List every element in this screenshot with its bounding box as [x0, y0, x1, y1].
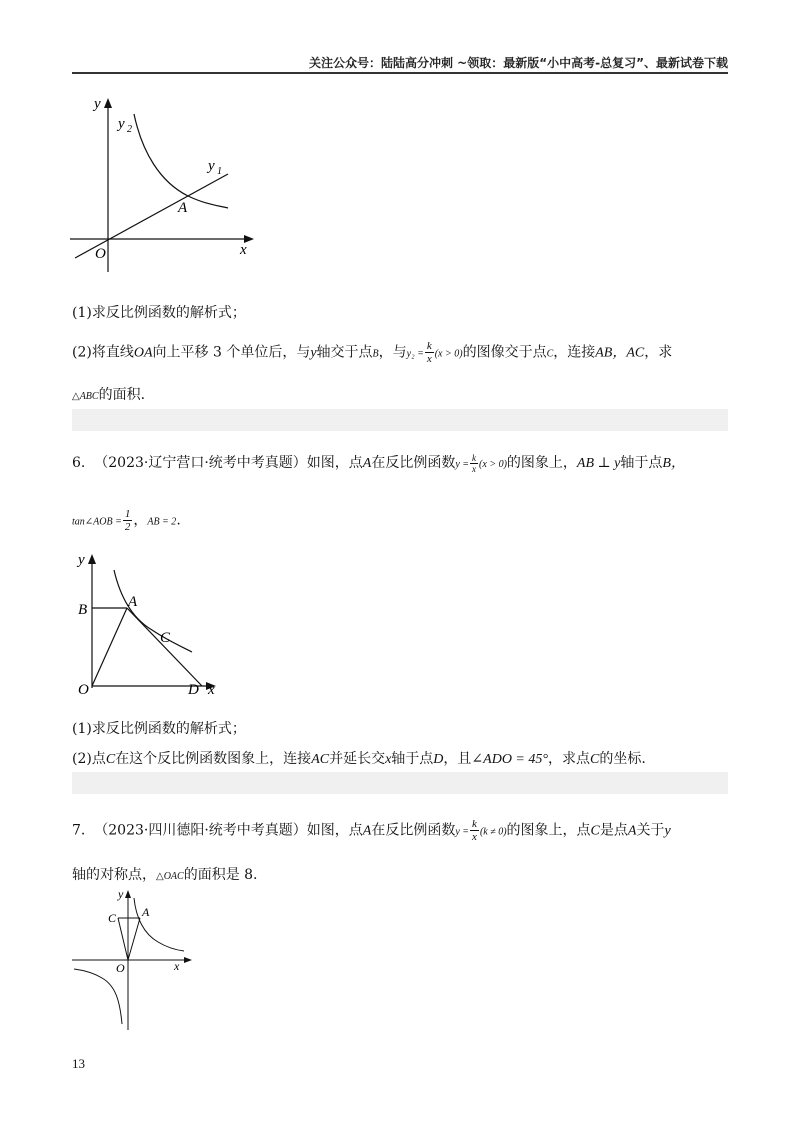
p7-func-den: x: [472, 831, 477, 843]
p7-line2-text-a: 轴的对称点，: [72, 867, 156, 883]
label-point-A: A: [178, 200, 188, 216]
p6-statement-line2: [72, 508, 181, 533]
label-x-axis: x: [240, 242, 247, 258]
label-origin: O: [95, 246, 106, 262]
label-y2-subscript: 2: [127, 124, 132, 135]
p5-q2-B: B: [372, 348, 379, 360]
p7-A: A: [362, 823, 372, 839]
p6-q2-x: x: [385, 752, 392, 767]
p7-triangle: △OAC: [156, 871, 184, 882]
figure-problem5: [70, 92, 260, 274]
p7-text-3: 是点: [599, 822, 628, 839]
answer-bar-p6: [72, 772, 728, 794]
p6-q2-D: D: [433, 752, 444, 767]
p7-A2: A: [627, 823, 637, 839]
p6-tan-lhs: tan∠AOB =: [72, 516, 122, 528]
curve-branch-third-quadrant: [74, 969, 122, 1024]
label-point-D: D: [188, 682, 199, 696]
p6-number: 6.: [72, 455, 86, 471]
figure-problem7: [72, 884, 202, 1032]
label-point-A: A: [128, 594, 138, 610]
p5-q2-triangle: △ABC: [72, 391, 99, 402]
p6-end: .: [176, 512, 181, 529]
label-point-A: A: [142, 905, 150, 919]
p6-ab: AB = 2: [147, 516, 177, 528]
segment-OC: [118, 918, 128, 960]
p5-q2-area-text: 的面积.: [98, 387, 146, 403]
p6-func-den: x: [472, 463, 477, 474]
p7-C: C: [590, 823, 600, 839]
p5-q2-text-a: (2)将直线: [72, 344, 134, 361]
label-point-C: C: [108, 911, 117, 925]
page-header: 关注公众号：陆陆高分冲刺 ~领取：最新版“小中高考-总复习”、最新试卷下载: [309, 56, 728, 70]
p6-q2-text-e: ，且: [443, 751, 472, 767]
p6-tan-sep: ，: [133, 512, 148, 529]
p6-perp: AB ⊥ y: [576, 456, 621, 471]
p6-statement-line1: [72, 452, 685, 474]
p5-q2-text-g: ，求: [644, 344, 673, 361]
p7-func-num: k: [472, 818, 477, 830]
p6-text-3: 轴于点: [620, 455, 663, 471]
p7-func-lhs: y =: [455, 826, 470, 838]
p5-q2-func-fraction: [425, 340, 434, 365]
p7-statement-line2: [72, 864, 258, 884]
p5-q2-text-b: 向上平移 3 个单位后，与: [152, 344, 311, 361]
p6-question-1: (1)求反比例函数的解析式；: [72, 721, 246, 737]
label-origin: O: [78, 682, 89, 696]
y-axis-arrow: [104, 98, 112, 108]
p6-q2-text-d: 轴于点: [391, 751, 434, 767]
label-y1: y: [208, 158, 215, 174]
p5-q2-AB-AC: AB，AC: [595, 345, 645, 361]
p5-q2-y: y: [310, 345, 317, 361]
p5-q2-func-num: k: [426, 340, 432, 352]
label-y2: y: [118, 116, 125, 132]
p5-q2-text-f: ，连接: [553, 344, 596, 361]
segment-OA: [128, 918, 140, 960]
p7-statement-line1: [72, 818, 671, 843]
p6-func-cond: (x > 0): [479, 459, 507, 470]
p5-q2-text-c: 轴交于点: [316, 344, 373, 361]
p6-q2-text-f: ，求点: [547, 751, 590, 767]
p6-A: A: [362, 456, 372, 471]
p6-q2-C2: C: [589, 752, 600, 767]
p5-q2-text-e: 的图像交于点: [462, 344, 547, 361]
p7-text-4: 关于: [636, 822, 665, 839]
p5-q2-func-lhs: y₂ =: [406, 348, 424, 360]
figure-problem6: [72, 548, 222, 696]
p6-q2-text-a: (2)点: [72, 751, 106, 767]
p7-func-fraction: [470, 818, 479, 843]
p5-q2-C: C: [546, 348, 554, 360]
p5-question-2: [72, 340, 672, 365]
header-divider: [72, 72, 728, 74]
p5-question-2-cont: [72, 384, 145, 404]
p6-q2-C: C: [105, 752, 116, 767]
p6-source: （2023·辽宁营口·统考中考真题）如图，点: [94, 455, 363, 471]
p6-func-lhs: y =: [455, 459, 470, 470]
label-y-axis: y: [78, 552, 85, 568]
p6-text-2: 的图象上，: [506, 455, 577, 471]
p5-q2-OA: OA: [133, 345, 153, 361]
segment-OA: [92, 608, 127, 686]
p6-q2-text-b: 在这个反比例函数图象上，连接: [115, 751, 312, 767]
p6-tan-fraction: [123, 508, 133, 533]
p6-q2-AC: AC: [311, 752, 330, 767]
p7-line2-text-b: 的面积是 8.: [183, 867, 258, 883]
p6-func-fraction: [470, 453, 478, 474]
p6-q2-angle: ∠ADO = 45°: [471, 752, 548, 767]
label-origin: O: [116, 961, 125, 975]
label-x-axis: x: [174, 959, 180, 973]
p7-source: （2023·四川德阳·统考中考真题）如图，点: [94, 822, 363, 839]
answer-bar-p5: [72, 409, 728, 431]
p6-q2-text-c: 并延长交: [329, 751, 386, 767]
p6-tan-num: 1: [124, 508, 131, 520]
label-x-axis: x: [208, 682, 215, 696]
p6-text-1: 在反比例函数: [371, 455, 456, 471]
p7-y: y: [664, 823, 671, 839]
p7-number: 7.: [72, 822, 86, 839]
page-number: 13: [72, 1056, 85, 1071]
p5-q2-func-den: x: [426, 353, 432, 365]
p7-text-2: 的图象上，点: [506, 822, 591, 839]
label-y-axis: y: [94, 96, 101, 112]
p6-func-num: k: [472, 452, 477, 463]
p6-question-2: [72, 748, 646, 768]
p6-tan-den: 2: [124, 521, 131, 533]
p5-question-1: (1)求反比例函数的解析式；: [72, 305, 246, 321]
label-point-B: B: [78, 602, 88, 618]
p7-func-cond: (k ≠ 0): [479, 826, 507, 838]
p7-text-1: 在反比例函数: [371, 822, 456, 839]
p5-q2-text-d: ，与: [378, 344, 407, 361]
p6-q2-text-g: 的坐标.: [599, 751, 646, 767]
label-y-axis: y: [118, 887, 124, 901]
p5-q2-func-cond: (x > 0): [434, 348, 463, 360]
label-point-C: C: [160, 630, 171, 646]
y-axis-arrow: [88, 554, 96, 564]
p6-B: B，: [662, 456, 685, 471]
x-axis-arrow: [184, 957, 192, 963]
y-axis-arrow: [125, 890, 131, 898]
label-y1-subscript: 1: [217, 166, 222, 177]
